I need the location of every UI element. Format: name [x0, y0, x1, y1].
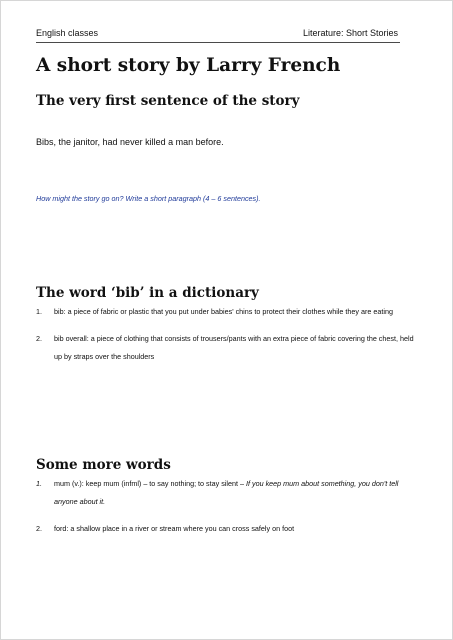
- list-item-number: 1.: [36, 307, 42, 316]
- definition-text: bib: a piece of fabric or plastic that you put under babies' chins to protect their clothes while they are eating: [54, 307, 393, 316]
- list-item: [36, 330, 416, 366]
- definition-example: If you keep mum about something, you don't tell anyone about it.: [54, 479, 399, 506]
- dictionary-list: [36, 303, 416, 366]
- definition-text: bib overall: a piece of clothing that consists of trousers/pants with an extra piece of fabric covering the chest, held up by straps over the shoulders: [54, 334, 414, 361]
- header-rule: [36, 42, 400, 43]
- section-heading-first-sentence: The very first sentence of the story: [36, 93, 300, 109]
- list-item: [36, 475, 416, 511]
- section-heading-dictionary: The word ‘bib’ in a dictionary: [36, 285, 259, 301]
- header-topic: Literature: Short Stories: [302, 28, 398, 38]
- list-item: [36, 303, 416, 321]
- header-course: English classes: [36, 28, 99, 38]
- story-first-sentence: Bibs, the janitor, had never killed a man before.: [36, 137, 224, 147]
- list-item-number: 1.: [36, 479, 42, 488]
- list-item: [36, 520, 416, 538]
- definition-text: mum (v.): keep mum (infml) – to say nothing; to stay silent –: [54, 479, 246, 488]
- page-header: [36, 27, 398, 41]
- writing-prompt: How might the story go on? Write a short paragraph (4 – 6 sentences).: [36, 194, 261, 203]
- section-heading-more-words: Some more words: [36, 457, 171, 473]
- vocabulary-list: [36, 475, 416, 538]
- definition-text: ford: a shallow place in a river or stream where you can cross safely on foot: [54, 524, 295, 533]
- list-item-number: 2.: [36, 334, 42, 343]
- list-item-number: 2.: [36, 524, 42, 533]
- document-title: A short story by Larry French: [36, 55, 341, 76]
